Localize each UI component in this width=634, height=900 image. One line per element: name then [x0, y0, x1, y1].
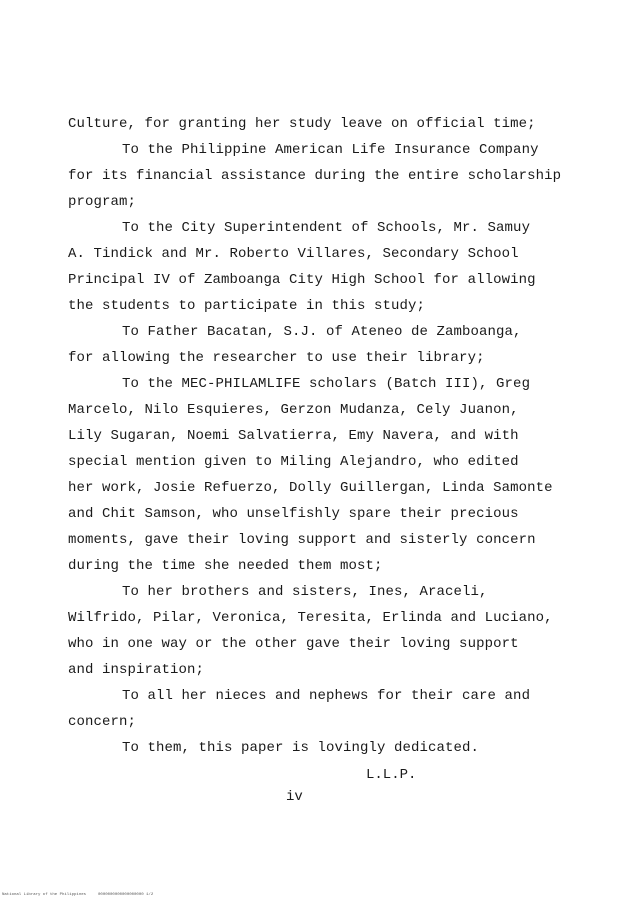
page-number: iv — [286, 789, 303, 805]
text-line: To them, this paper is lovingly dedicated. — [122, 740, 480, 756]
text-line: during the time she needed them most; — [68, 558, 383, 574]
text-line: To the City Superintendent of Schools, Mr. Samuy — [122, 220, 531, 236]
text-line: and Chit Samson, who unselfishly spare their precious — [68, 506, 519, 522]
text-line: the students to participate in this study; — [68, 298, 426, 314]
text-line: moments, gave their loving support and sisterly concern — [68, 532, 536, 548]
text-line: for allowing the researcher to use their library; — [68, 350, 485, 366]
text-line: To all her nieces and nephews for their care and — [122, 688, 531, 704]
text-line: special mention given to Miling Alejandro, who edited — [68, 454, 519, 470]
signature-initials: L.L.P. — [366, 767, 417, 783]
text-line: Culture, for granting her study leave on official time; — [68, 116, 536, 132]
text-line: who in one way or the other gave their loving support — [68, 636, 519, 652]
text-line: Principal IV of Zamboanga City High School for allowing — [68, 272, 536, 288]
text-line: To the Philippine American Life Insurance Company — [122, 142, 539, 158]
text-line: for its financial assistance during the entire scholarship — [68, 168, 562, 184]
text-line: Lily Sugaran, Noemi Salvatierra, Emy Navera, and with — [68, 428, 519, 444]
text-line: To her brothers and sisters, Ines, Araceli, — [122, 584, 488, 600]
text-line: Wilfrido, Pilar, Veronica, Teresita, Erlinda and Luciano, — [68, 610, 553, 626]
text-line: program; — [68, 194, 137, 210]
text-line: To Father Bacatan, S.J. of Ateneo de Zamboanga, — [122, 324, 522, 340]
text-line: her work, Josie Refuerzo, Dolly Guillergan, Linda Samonte — [68, 480, 553, 496]
text-line: and inspiration; — [68, 662, 205, 678]
scan-footer: National Library of the Philippines 0000000000000000000 1/2 — [2, 893, 154, 897]
text-line: concern; — [68, 714, 137, 730]
text-line: To the MEC-PHILAMLIFE scholars (Batch III), Greg — [122, 376, 531, 392]
text-line: A. Tindick and Mr. Roberto Villares, Secondary School — [68, 246, 519, 262]
text-line: Marcelo, Nilo Esquieres, Gerzon Mudanza, Cely Juanon, — [68, 402, 519, 418]
